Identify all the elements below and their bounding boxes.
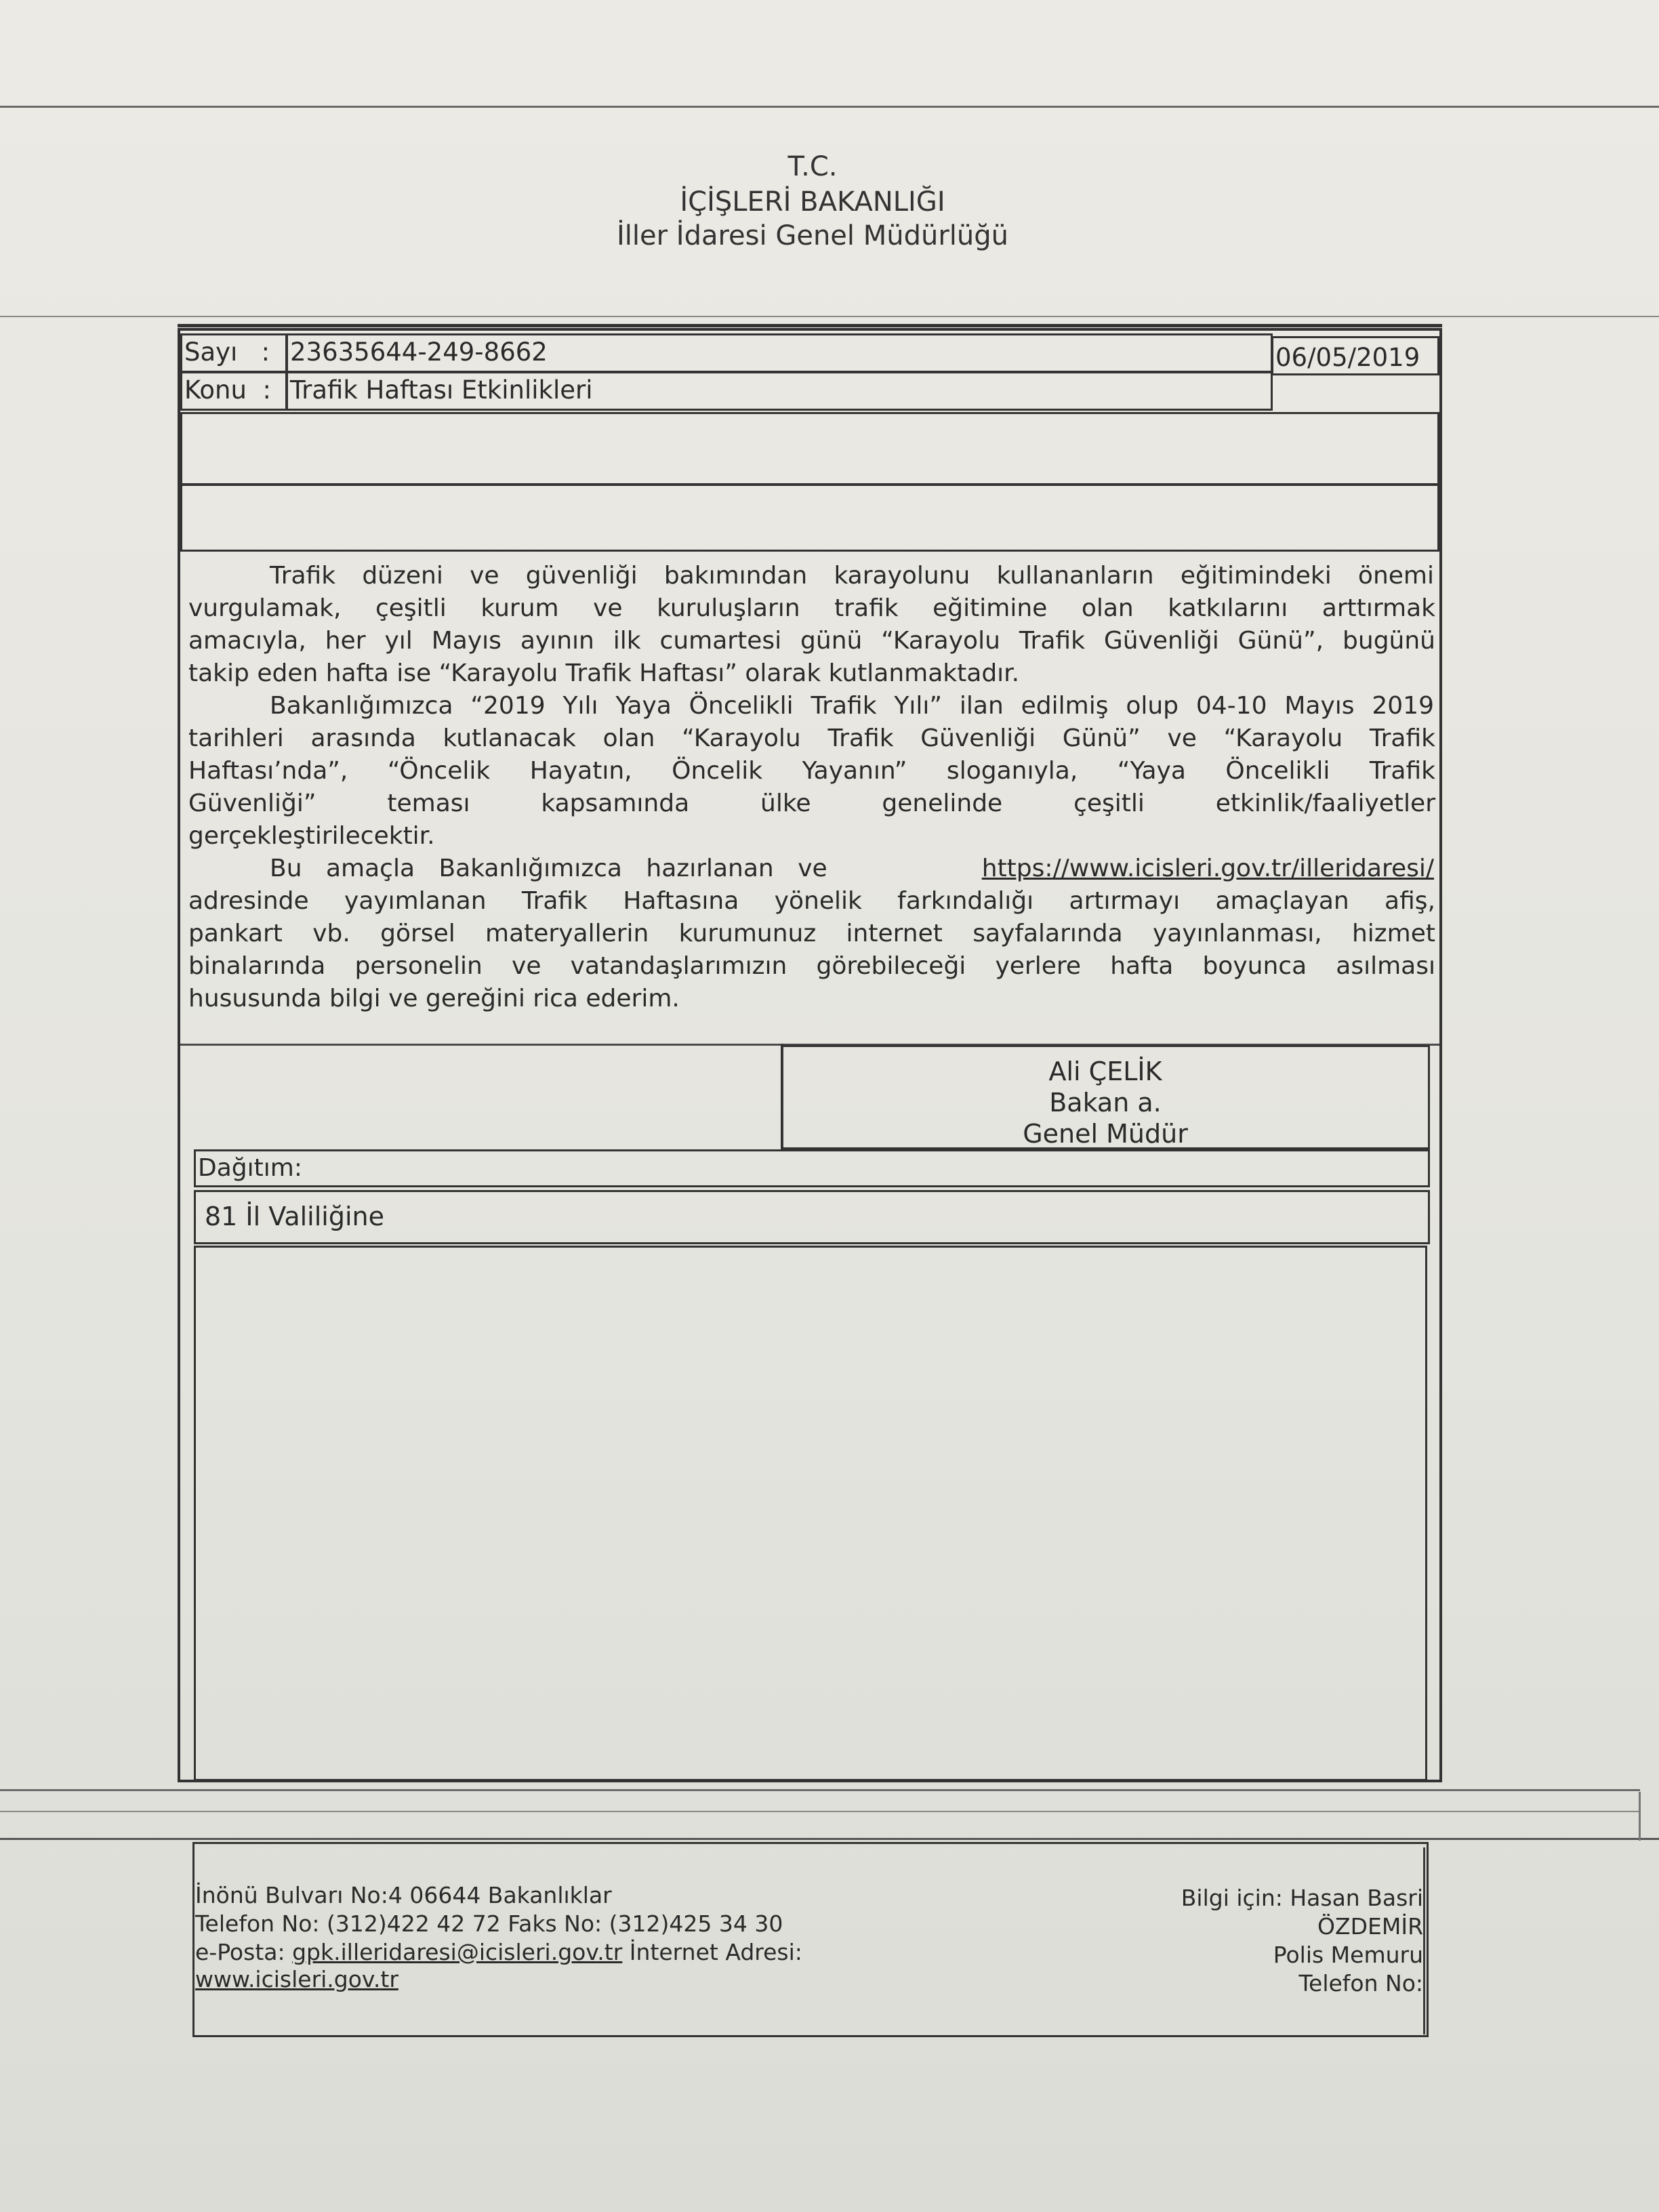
footer-rule-2 [0, 1811, 1640, 1812]
body-line: hususunda bilgi ve gereğini rica ederim. [188, 985, 680, 1012]
footer-rule-3 [0, 1838, 1659, 1840]
footer-phone: Telefon No: (312)422 42 72 Faks No: (312)425 34 30 [195, 1910, 783, 1937]
signer-name: Ali ÇELİK [1048, 1057, 1162, 1086]
body-line: Bakanlığımızca “2019 Yılı Yaya Öncelikli Trafik Yılı” ilan edilmiş olup 04-10 Mayıs 2019 [270, 692, 1434, 720]
header-directorate: İller İdaresi Genel Müdürlüğü [617, 220, 1008, 251]
signer-title-2: Genel Müdür [1023, 1119, 1188, 1149]
contact-line-3: Polis Memuru [1273, 1942, 1423, 1968]
body-line: amacıyla, her yıl Mayıs ayının ilk cumartesi günü “Karayolu Trafik Güvenliği Günü”, bugünü [188, 627, 1435, 655]
email-label: e-Posta: [195, 1939, 285, 1965]
contact-line-1: Bilgi için: Hasan Basri [1181, 1885, 1423, 1911]
body-line: Trafik düzeni ve güvenliği bakımından karayolunu kullananların eğitimindeki önemi [270, 562, 1434, 590]
distribution-label: Dağıtım: [198, 1154, 302, 1182]
sayi-label: Sayı : [184, 337, 270, 367]
ministry-link[interactable]: https://www.icisleri.gov.tr/illeridaresi/ [981, 855, 1434, 882]
contact-line-2: ÖZDEMİR [1317, 1913, 1423, 1940]
footer-address: İnönü Bulvarı No:4 06644 Bakanlıklar [195, 1882, 612, 1908]
body-line: Haftası’nda”, “Öncelik Hayatın, Öncelik Yayanın” sloganıyla, “Yaya Öncelikli Trafik [188, 757, 1435, 785]
body-text: Bu amaçla Bakanlığımızca hazırlanan ve [270, 855, 827, 882]
body-line: binalarında personelin ve vatandaşlarımızın görebileceği yerlere hafta boyunca asılması [188, 952, 1435, 980]
website-link[interactable]: www.icisleri.gov.tr [195, 1966, 398, 1992]
footer-rule-1 [0, 1789, 1640, 1791]
footer-contact-divider [1423, 1847, 1425, 2034]
empty-row-2 [180, 484, 1439, 552]
internet-label: İnternet Adresi: [629, 1939, 802, 1965]
signer-title-1: Bakan a. [1049, 1088, 1162, 1118]
body-line: pankart vb. görsel materyallerin kurumunuz internet sayfalarında yayınlanması, hizmet [188, 920, 1435, 947]
body-line: takip eden hafta ise “Karayolu Trafik Haftası” olarak kutlanmaktadır. [188, 659, 1020, 687]
footer-email-row [195, 1941, 802, 1963]
body-line: adresinde yayımlanan Trafik Haftasına yönelik farkındalığı artırmayı amaçlayan afiş, [188, 887, 1435, 915]
footer-right-edge [1639, 1792, 1641, 1841]
body-line: Güvenliği” teması kapsamında ülke genelinde çeşitli etkinlik/faaliyetler [188, 790, 1435, 817]
form-top-rule [178, 324, 1442, 327]
email-link[interactable]: gpk.illeridaresi@icisleri.gov.tr [292, 1939, 623, 1965]
sayi-value: 23635644-249-8662 [290, 337, 548, 367]
header-tc: T.C. [787, 151, 838, 182]
contact-line-4: Telefon No: [1298, 1970, 1423, 1996]
header-bottom-rule [0, 316, 1659, 317]
document-date: 06/05/2019 [1275, 343, 1420, 372]
empty-content-area [194, 1246, 1427, 1781]
konu-value: Trafik Haftası Etkinlikleri [290, 375, 593, 405]
body-line: gerçekleştirilecektir. [188, 822, 435, 850]
body-line-with-link [270, 857, 1434, 881]
konu-label: Konu : [184, 375, 271, 405]
body-line: tarihleri arasında kutlanacak olan “Karayolu Trafik Güvenliği Günü” ve “Karayolu Trafik [188, 724, 1435, 752]
header-ministry: İÇİŞLERİ BAKANLIĞI [680, 186, 945, 218]
top-rule [0, 106, 1659, 108]
distribution-recipient: 81 İl Valiliğine [205, 1202, 384, 1231]
body-line: vurgulamak, çeşitli kurum ve kuruluşların trafik eğitimine olan katkılarını arttırmak [188, 594, 1435, 622]
distribution-label-cell [194, 1149, 1430, 1187]
empty-row-1 [180, 412, 1439, 485]
